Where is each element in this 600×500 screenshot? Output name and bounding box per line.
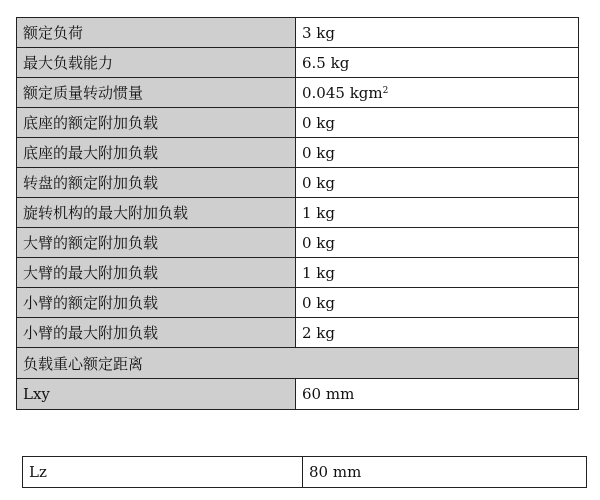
row-value-superscript: 2 xyxy=(382,85,389,96)
row-label: 最大负载能力 xyxy=(17,48,296,78)
row-value: 0 kg xyxy=(296,228,579,258)
row-label: 大臂的最大附加负载 xyxy=(17,258,296,288)
row-label: 底座的最大附加负载 xyxy=(17,138,296,168)
row-value: 1 kg xyxy=(296,198,579,228)
row-value: 1 kg xyxy=(296,258,579,288)
table-row xyxy=(17,228,579,258)
table-row xyxy=(17,48,579,78)
row-value: 0 kg xyxy=(296,108,579,138)
section-header: 负载重心额定距离 xyxy=(17,348,579,379)
lz-table xyxy=(22,456,587,488)
row-label: 大臂的额定附加负载 xyxy=(17,228,296,258)
table-row xyxy=(17,18,579,48)
row-label: Lz xyxy=(23,457,303,488)
table-row xyxy=(17,198,579,228)
row-label: 小臂的额定附加负载 xyxy=(17,288,296,318)
row-value: 6.5 kg xyxy=(296,48,579,78)
table-row xyxy=(23,457,587,488)
table-row xyxy=(17,138,579,168)
row-label: 额定质量转动惯量 xyxy=(17,78,296,108)
row-label: 旋转机构的最大附加负载 xyxy=(17,198,296,228)
table-row xyxy=(17,288,579,318)
row-value: 0 kg xyxy=(296,288,579,318)
row-label: Lxy xyxy=(17,379,296,410)
table-row xyxy=(17,78,579,108)
table-row xyxy=(17,258,579,288)
row-value: 80 mm xyxy=(303,457,587,488)
row-value: 2 kg xyxy=(296,318,579,348)
table-row xyxy=(17,168,579,198)
row-value xyxy=(296,78,579,108)
table-row xyxy=(17,108,579,138)
row-label: 小臂的最大附加负载 xyxy=(17,318,296,348)
table-row xyxy=(17,379,579,410)
payload-spec-table xyxy=(16,17,579,410)
row-value: 0 kg xyxy=(296,138,579,168)
row-value: 3 kg xyxy=(296,18,579,48)
table-row xyxy=(17,318,579,348)
section-header-row xyxy=(17,348,579,379)
row-label: 额定负荷 xyxy=(17,18,296,48)
row-value-text: 0.045 kgm xyxy=(302,83,383,102)
row-value: 0 kg xyxy=(296,168,579,198)
row-label: 转盘的额定附加负载 xyxy=(17,168,296,198)
row-value: 60 mm xyxy=(296,379,579,410)
row-label: 底座的额定附加负载 xyxy=(17,108,296,138)
